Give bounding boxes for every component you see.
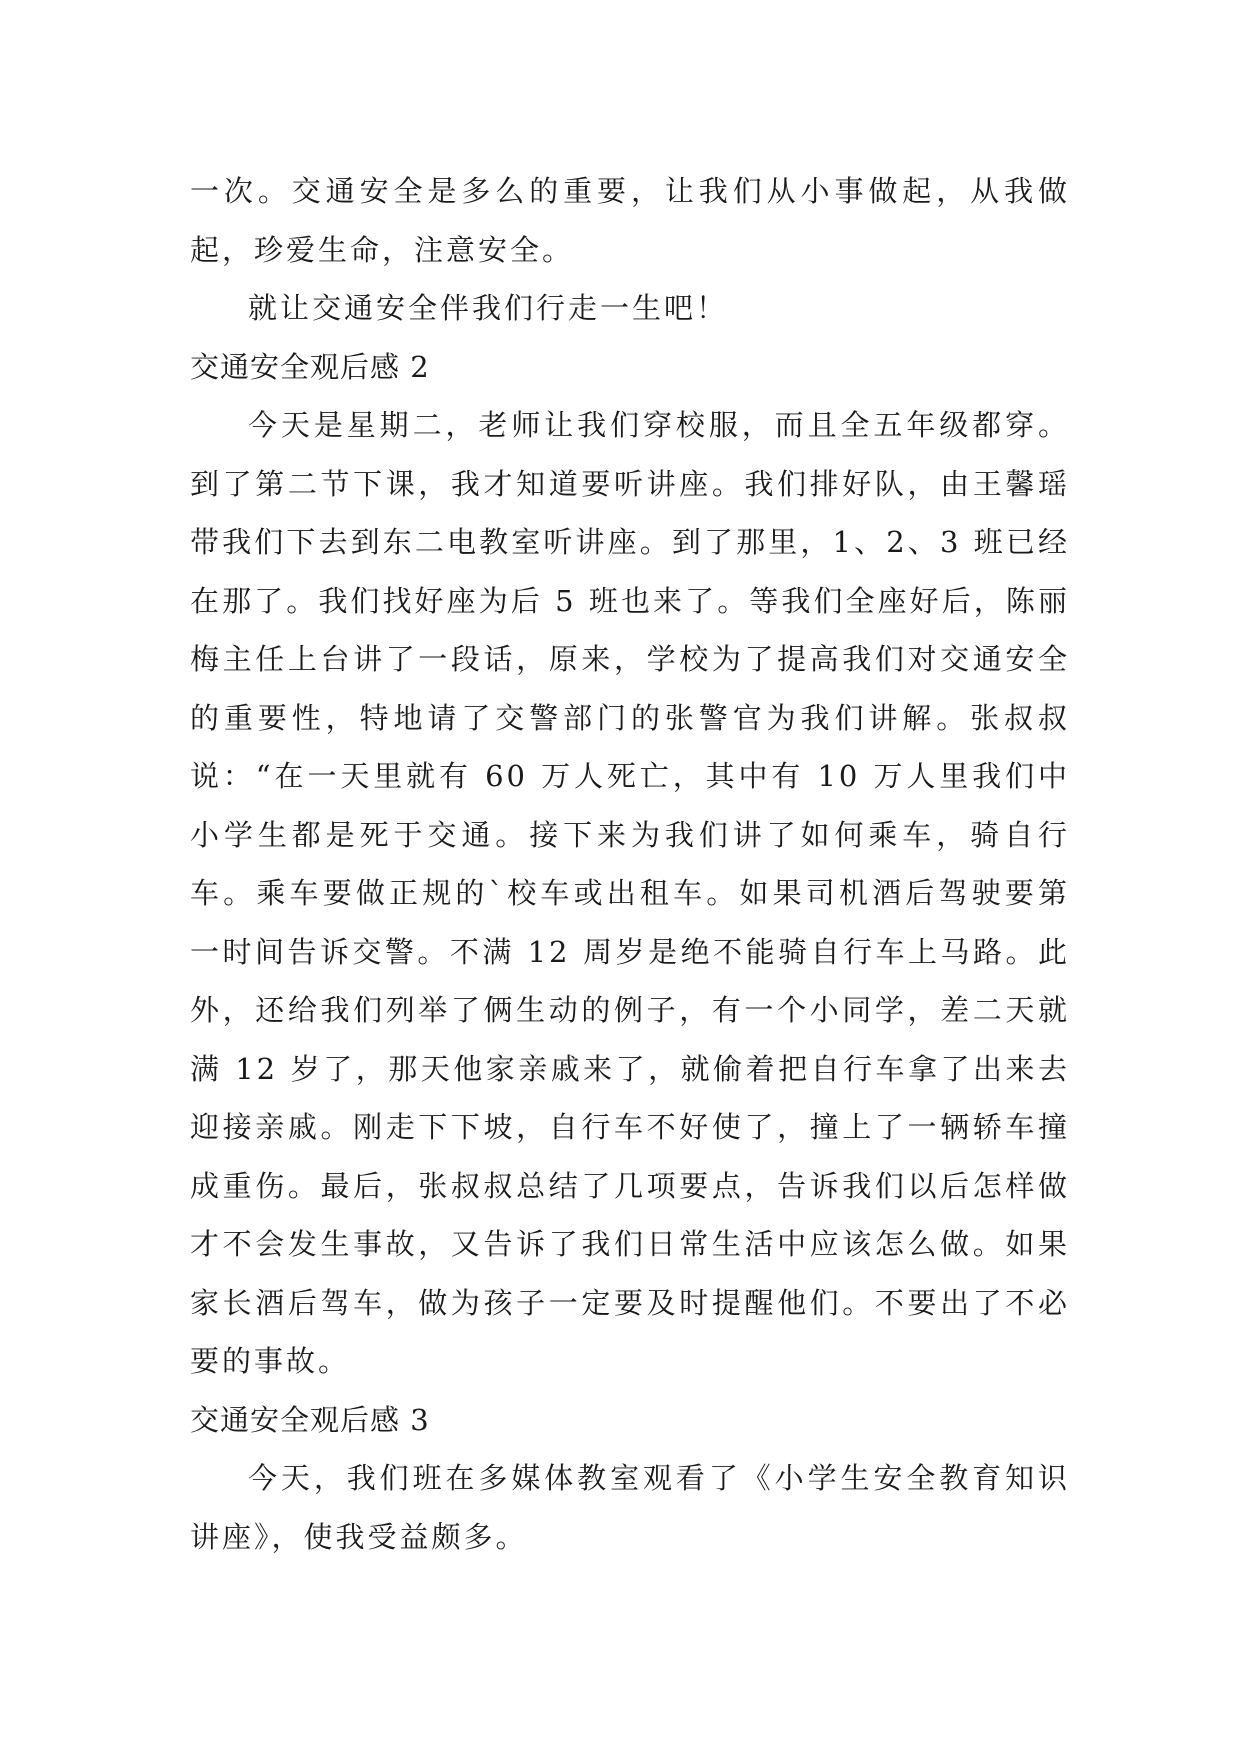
- paragraph-closing-line: 就让交通安全伴我们行走一生吧！: [248, 291, 729, 325]
- paragraph-intro-continuation: 一次。交通安全是多么的重要，让我们从小事做起，从我做起，珍爱生命，注意安全。: [190, 174, 1070, 267]
- document-body: [190, 162, 1070, 1566]
- section-heading-2: 交通安全观后感 2: [190, 349, 430, 384]
- paragraph-section-3: 今天，我们班在多媒体教室观看了《小学生安全教育知识讲座》，使我受益颇多。: [190, 1461, 1070, 1554]
- section-heading-3: 交通安全观后感 3: [190, 1402, 430, 1437]
- paragraph-section-2: 今天是星期二，老师让我们穿校服，而且全五年级都穿。到了第二节下课，我才知道要听讲座。我们排好队，由王馨瑶带我们下去到东二电教室听讲座。到了那里，1、2、3 班已经在那了。我们找好座为后 5 班也来了。等我们全座好后，陈丽梅主任上台讲了一段话，原来，学校为了提高我们对交通安全的重要性，特地请了交警部门的张警官为我们讲解。张叔叔说：“在一天里就有 60 万人死亡，其中有 10 万人里我们中小学生都是死于交通。接下来为我们讲了如何乘车，骑自行车。乘车要做正规的`校车或出租车。如果司机酒后驾驶要第一时间告诉交警。不满 12 周岁是绝不能骑自行车上马路。此外，还给我们列举了俩生动的例子，有一个小同学，差二天就满 12 岁了，那天他家亲戚来了，就偷着把自行车拿了出来去迎接亲戚。刚走下下坡，自行车不好使了，撞上了一辆轿车撞成重伤。最后，张叔叔总结了几项要点，告诉我们以后怎样做才不会发生事故，又告诉了我们日常生活中应该怎么做。如果家长酒后驾车，做为孩子一定要及时提醒他们。不要出了不必要的事故。: [190, 408, 1070, 1378]
